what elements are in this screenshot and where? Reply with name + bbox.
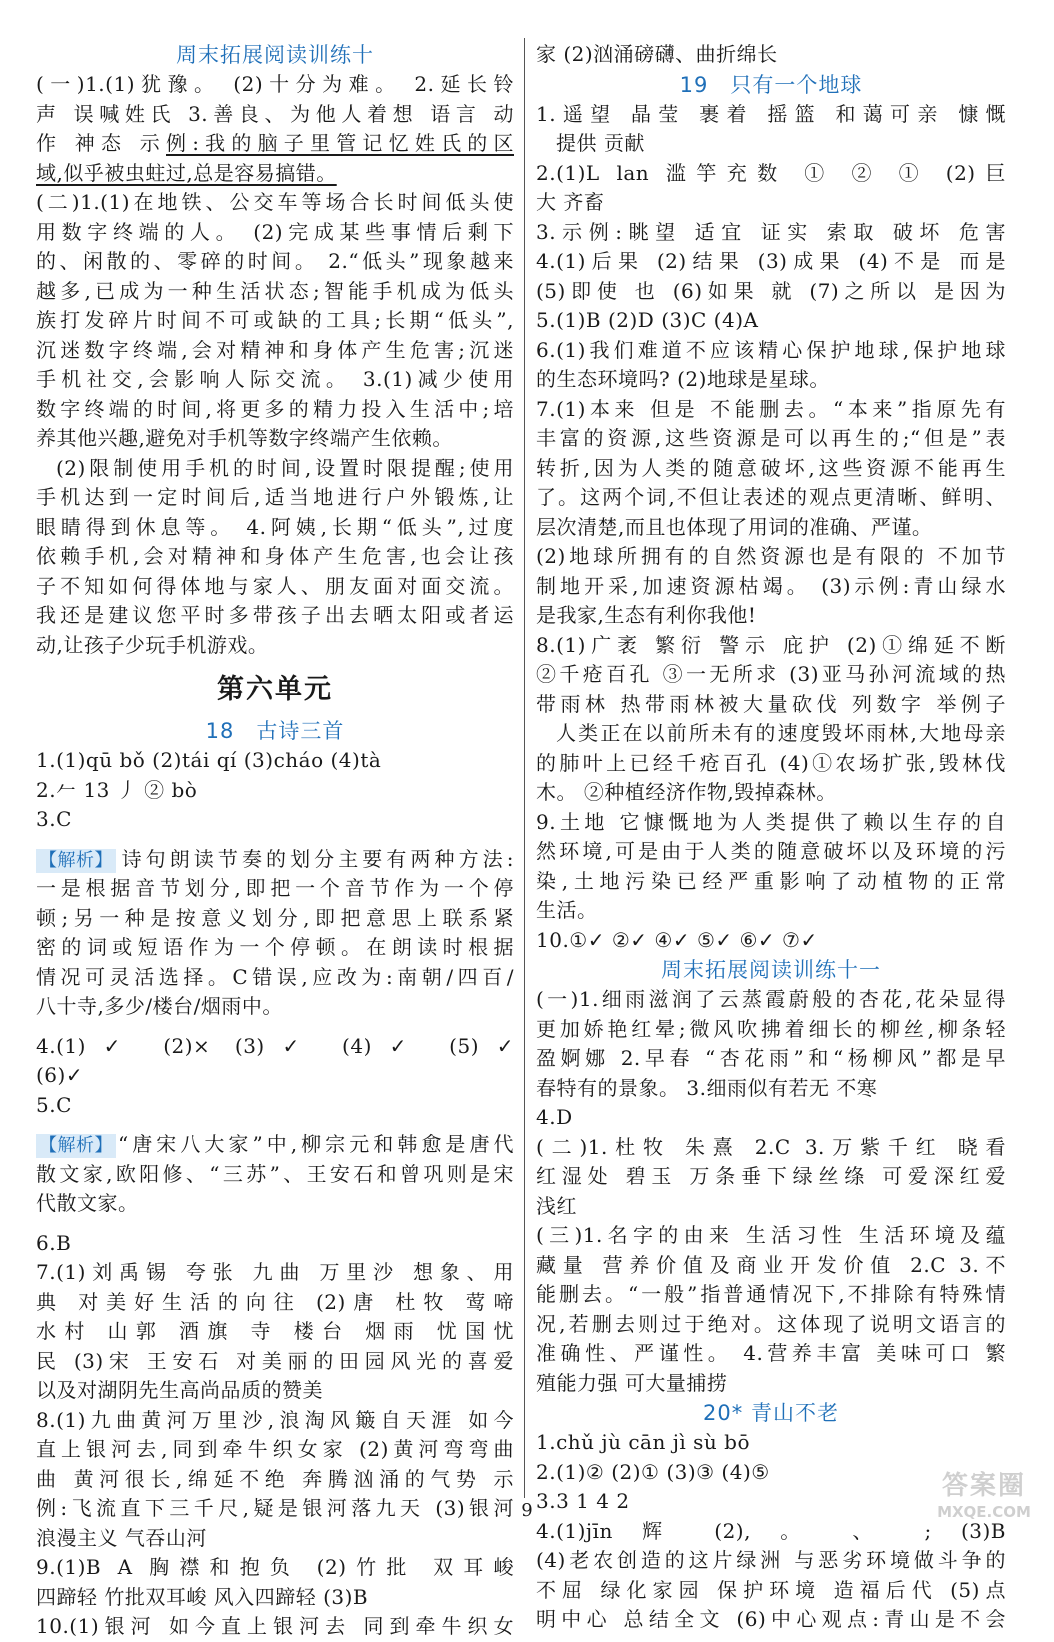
section-heading: 周末拓展阅读训练十	[176, 43, 374, 67]
answer-line: 水村 山郭 酒旗 寺 楼台 烟雨 忧国忧	[36, 1319, 514, 1343]
spacer	[36, 835, 514, 845]
answer-line: 的肺叶上已经千疮百孔 (4)①农场扩张,毁林伐	[536, 750, 1006, 775]
left-column	[36, 40, 514, 1642]
answer-line: 3.示例:眺望 适宜 证实 索取 破坏 危害	[536, 219, 1006, 244]
answer-line: 春特有的景象。 3.细雨似有若无 不寒	[536, 1075, 878, 1100]
answer-line: 况,若删去则过于绝对。这体现了说明文语言的	[536, 1311, 1006, 1336]
section-heading: 周末拓展阅读训练十一	[661, 958, 881, 982]
answer-line: 声 误喊姓氏 3.善良、为他人着想 语言 动	[36, 101, 514, 126]
answer-line: (2)地球所拥有的自然资源也是有限的 不加节	[536, 544, 1006, 568]
spacer	[36, 1120, 514, 1130]
answer-line: 5.(1)B (2)D (3)C (4)A	[536, 308, 759, 332]
spacer	[36, 1219, 514, 1229]
spacer	[36, 1022, 514, 1032]
answer-line: 5.C	[36, 1092, 72, 1117]
answer-line: 4.(1)jīn 辉 (2), 。 、 ; (3)B	[536, 1518, 1006, 1543]
answer-line: 眼睛得到休息等。 4.阿姨,长期“低头”,过度	[36, 514, 514, 539]
answer-line: 一是根据音节划分,即把一个音节作为一个停	[36, 876, 514, 900]
answer-line: 典 对美好生活的向往 (2)唐 杜牧 莺啼	[36, 1289, 514, 1314]
watermark-top: 答案圈	[941, 1471, 1026, 1501]
answer-line: 丰富的资源,这些资源是可以再生的;“但是”表	[536, 426, 1006, 450]
answer-line	[36, 129, 514, 159]
answer-line: 层次清楚,而且也体现了用词的准确、严谨。	[536, 514, 933, 539]
answer-line: 我还是建议您平时多带孩子出去晒太阳或者运	[36, 603, 514, 627]
column-divider	[524, 38, 525, 1498]
answer-line: 代散文家。	[36, 1191, 139, 1215]
answer-line: 3.3 1 4 2	[536, 1489, 630, 1513]
answer-line: (一)1.(1)犹豫。 (2)十分为难。 2.延长铃	[36, 72, 514, 96]
answer-line: 4.D	[536, 1105, 573, 1129]
answer-line: 然环境,可是由于人类的随意破坏以及环境的污	[536, 839, 1006, 863]
answer-line: 6.(1)我们难道不应该精心保护地球,保护地球	[536, 337, 1006, 362]
answer-line: 藏量 营养价值及商业开发价值 2.C 3.不	[536, 1252, 1006, 1277]
answer-line: 数字终端的时间,将更多的精力投入生活中;培	[36, 396, 514, 421]
answer-line	[36, 1130, 514, 1160]
line-text: 作 神态 示	[36, 131, 166, 155]
section-heading: 20* 青山不老	[703, 1401, 839, 1425]
answer-line: 沉迷数字终端,会对精神和身体产生危害;沉迷	[36, 337, 514, 362]
answer-line: 域,似乎被虫蛀过,总是容易搞错。	[36, 160, 337, 185]
answer-line: 以及对湖阴先生高尚品质的赞美	[36, 1378, 323, 1402]
watermark-logo	[924, 1470, 1044, 1530]
answer-line: 养其他兴趣,避免对手机等数字终端产生依赖。	[36, 426, 453, 450]
answer-line: 1.(1)qū bǒ (2)tái qí (3)cháo (4)tà	[36, 748, 382, 772]
answer-line: (4)老农创造的这片绿洲 与恶劣环境做斗争的	[536, 1548, 1006, 1572]
answer-line: 8.(1)九曲黄河万里沙,浪淘风簸自天涯 如今	[36, 1407, 514, 1432]
answer-line: 散文家,欧阳修、“三苏”、王安石和曾巩则是宋	[36, 1161, 514, 1186]
answer-line: 制地开采,加速资源枯竭。 (3)示例:青山绿水	[536, 573, 1006, 598]
answer-line: 2.(1)② (2)① (3)③ (4)⑤	[536, 1459, 770, 1484]
answer-line: 6.B	[36, 1230, 72, 1255]
right-column	[536, 40, 1006, 1635]
answer-line: (一)1.细雨滋润了云蒸霞蔚般的杏花,花朵显得	[536, 987, 1006, 1011]
answer-line: 依赖手机,会对精神和身体产生危害,也会让孩	[36, 544, 514, 568]
answer-line: 红湿处 碧玉 万条垂下绿丝绦 可爱深红爱	[536, 1164, 1006, 1188]
answer-line: 情况可灵活选择。C错误,应改为:南朝/四百/	[36, 964, 514, 989]
answer-line: (5)即使 也 (6)如果 就 (7)之所以 是因为	[536, 278, 1006, 303]
answer-line: 族打发碎片时间不可或缺的工具;长期“低头”,	[36, 308, 514, 332]
answer-line: 浪漫主义 气吞山河	[36, 1525, 207, 1550]
answer-line: 浅红	[536, 1193, 577, 1218]
answer-line: ②千疮百孔 ③一无所求 (3)亚马孙河流域的热	[536, 662, 1006, 686]
answer-line: 的、闲散的、零碎的时间。 2.“低头”现象越来	[36, 249, 514, 273]
answer-line: 更加娇艳红晕;微风吹拂着细长的柳丝,柳条轻	[536, 1016, 1006, 1041]
answer-line: 盈婀娜 2.早春 “杏花雨”和“杨柳风”都是早	[536, 1046, 1006, 1070]
answer-line: 手机达到一定时间后,适当地进行户外锻炼,让	[36, 485, 514, 509]
answer-line: 带雨林 热带雨林被大量砍伐 列数字 举例子	[536, 691, 1006, 716]
answer-line: 7.(1)本来 但是 不能删去。“本来”指原先有	[536, 396, 1006, 421]
answer-line: 顿;另一种是按意义划分,即把意思上联系紧	[36, 905, 514, 930]
answer-line: 明中心 总结全文 (6)中心观点:青山是不会	[536, 1607, 1006, 1631]
answer-line: 的生态环境吗? (2)地球是星球。	[536, 367, 830, 391]
section-heading: 18 古诗三首	[205, 719, 345, 743]
answer-line: 殖能力强 可大量捕捞	[536, 1370, 728, 1395]
answer-line: 曲 黄河很长,绵延不绝 奔腾汹涌的气势 示	[36, 1466, 514, 1491]
answer-line: (三)1.名字的由来 生活习性 生活环境及蕴	[536, 1223, 1006, 1247]
unit-heading: 第六单元	[217, 674, 333, 705]
answer-line: 准确性、严谨性。 4.营养丰富 美味可口 繁	[536, 1341, 1006, 1365]
answer-line: 4.(1)✓ (2)× (3)✓ (4)✓ (5)✓	[36, 1033, 514, 1058]
answer-line: (6)✓	[36, 1063, 84, 1087]
page-number: 9	[521, 1500, 533, 1521]
analysis-tag: 【解析】	[36, 849, 116, 873]
answer-line: 木。 ②种植经济作物,毁掉森林。	[536, 780, 837, 804]
answer-line: 3.C	[36, 807, 72, 831]
answer-line: 2.(1)L lan 滥竽充数 ① ② ① (2)巨	[536, 160, 1006, 185]
analysis-text: 诗句朗读节奏的划分主要有两种方法:	[118, 846, 514, 871]
answer-line: 1.chǔ jù cān jì sù bō	[536, 1430, 751, 1454]
answer-line: 7.(1)刘禹锡 夸张 九曲 万里沙 想象、用	[36, 1260, 514, 1284]
answer-line: 9.土地 它慷慨地为人类提供了赖以生存的自	[536, 809, 1006, 834]
underlined-text: 例:我的脑子里管记忆姓氏的区	[166, 131, 514, 155]
answer-line: 密的词或短语作为一个停顿。在朗读时根据	[36, 935, 514, 959]
answer-line: 家 (2)汹涌磅礴、曲折绵长	[536, 42, 778, 66]
answer-line: 转折,因为人类的随意破坏,这些资源不能再生	[536, 455, 1006, 480]
watermark-bottom: MXQE.COM	[937, 1503, 1031, 1521]
answer-line: 生活。	[536, 898, 598, 922]
answer-line: 8.(1)广袤 繁衍 警示 庇护 (2)①绵延不断	[536, 632, 1006, 657]
answer-line: 例:飞流直下三千尺,疑是银河落九天 (3)银河	[36, 1496, 514, 1520]
answer-line: 提供 贡献	[556, 131, 645, 155]
answer-line: 是我家,生态有利你我他!	[536, 603, 757, 627]
answer-line: 大 齐畜	[536, 190, 605, 214]
answer-line: 用数字终端的人。 (2)完成某些事情后剩下	[36, 219, 514, 244]
answer-line: 动,让孩子少玩手机游戏。	[36, 632, 269, 657]
answer-line: (二)1.杜牧 朱熹 2.C 3.万紫千红 晓看	[536, 1134, 1006, 1159]
answer-line: 人类正在以前所未有的速度毁坏雨林,大地母亲	[556, 721, 1006, 745]
answer-line: 染,土地污染已经严重影响了动植物的正常	[536, 868, 1006, 893]
answer-line: 直上银河去,同到牵牛织女家 (2)黄河弯弯曲	[36, 1437, 514, 1461]
answer-line: 八十寺,多少/楼台/烟雨中。	[36, 994, 283, 1018]
analysis-tag: 【解析】	[36, 1134, 116, 1158]
answer-line: 越多,已成为一种生活状态;智能手机成为低头	[36, 278, 514, 303]
answer-line: 民 (3)宋 王安石 对美丽的田园风光的喜爱	[36, 1348, 514, 1373]
answer-line: 手机社交,会影响人际交流。 3.(1)减少使用	[36, 367, 514, 391]
analysis-text: “唐宋八大家”中,柳宗元和韩愈是唐代	[118, 1132, 514, 1156]
answer-line: 2.𠂉 13 丿 ② bò	[36, 777, 198, 802]
answer-line: (二)1.(1)在地铁、公交车等场合长时间低头使	[36, 190, 514, 214]
answer-line: (2)限制使用手机的时间,设置时限提醒;使用	[56, 455, 514, 480]
answer-line: 4.(1)后果 (2)结果 (3)成果 (4)不是 而是	[536, 249, 1006, 273]
answer-line: 不屈 绿化家园 保护环境 造福后代 (5)点	[536, 1577, 1006, 1602]
answer-line: 10.(1)银河 如今直上银河去 同到牵牛织女	[36, 1614, 514, 1638]
answer-line: 能删去。“一般”指普通情况下,不排除有特殊情	[536, 1282, 1006, 1306]
answer-line: 四蹄轻 竹批双耳峻 风入四蹄轻 (3)B	[36, 1584, 369, 1609]
section-heading: 19 只有一个地球	[679, 72, 863, 97]
answer-line: 1.遥望 晶莹 裹着 摇篮 和蔼可亲 慷慨	[536, 101, 1006, 126]
answer-line: 10.①✓ ②✓ ④✓ ⑤✓ ⑥✓ ⑦✓	[536, 927, 818, 952]
answer-line: 子不知如何得体地与家人、朋友面对面交流。	[36, 573, 514, 598]
answer-line: 了。这两个词,不但让表述的观点更清晰、鲜明、	[536, 485, 1006, 509]
answer-line: 9.(1)B A 胸襟和抱负 (2)竹批 双耳峻	[36, 1555, 514, 1579]
answer-line	[36, 845, 514, 875]
